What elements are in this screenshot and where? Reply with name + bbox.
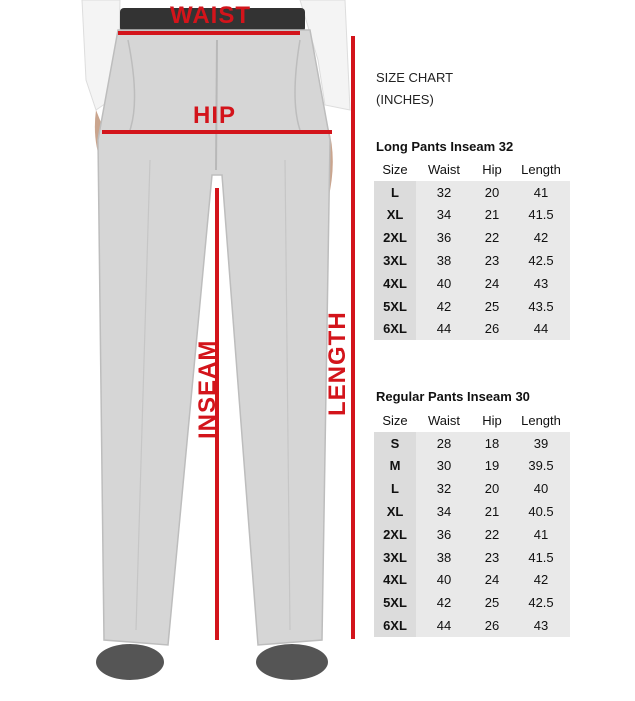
cell-length: 42: [512, 226, 570, 249]
cell-hip: 23: [472, 546, 512, 569]
cell-size: 2XL: [374, 226, 416, 249]
cell-length: 42.5: [512, 249, 570, 272]
cell-waist: 42: [416, 295, 472, 318]
cell-length: 43: [512, 272, 570, 295]
inseam-label: INSEAM: [194, 339, 221, 439]
cell-length: 40.5: [512, 500, 570, 523]
cell-size: S: [374, 432, 416, 455]
cell-waist: 34: [416, 500, 472, 523]
cell-waist: 36: [416, 523, 472, 546]
header-waist: Waist: [416, 158, 472, 181]
cell-waist: 38: [416, 249, 472, 272]
cell-size: 3XL: [374, 546, 416, 569]
cell-hip: 25: [472, 591, 512, 614]
table-row: [374, 500, 570, 523]
header-length: Length: [512, 158, 570, 181]
left-shoe-icon: [96, 644, 164, 680]
table-row: [374, 569, 570, 592]
table-row: [374, 546, 570, 569]
table-row: [374, 249, 570, 272]
table-row: [374, 272, 570, 295]
cell-size: 6XL: [374, 614, 416, 637]
table-header-row: [374, 158, 570, 181]
cell-waist: 38: [416, 546, 472, 569]
table-row: [374, 181, 570, 204]
hip-line: [102, 130, 332, 134]
cell-hip: 18: [472, 432, 512, 455]
length-label: LENGTH: [324, 311, 351, 416]
size-chart-title-line1: SIZE CHART: [376, 70, 454, 85]
table-row: [374, 591, 570, 614]
regular-pants-caption: Regular Pants Inseam 30: [376, 389, 530, 404]
cell-length: 43.5: [512, 295, 570, 318]
cell-waist: 40: [416, 272, 472, 295]
cell-hip: 21: [472, 204, 512, 227]
cell-size: XL: [374, 500, 416, 523]
cell-length: 41: [512, 181, 570, 204]
cell-size: 5XL: [374, 591, 416, 614]
header-hip: Hip: [472, 158, 512, 181]
size-chart-title-line2: (INCHES): [376, 92, 434, 107]
header-hip: Hip: [472, 409, 512, 432]
cell-hip: 20: [472, 181, 512, 204]
cell-size: 2XL: [374, 523, 416, 546]
cell-hip: 22: [472, 523, 512, 546]
cell-waist: 44: [416, 318, 472, 341]
cell-waist: 40: [416, 569, 472, 592]
table-row: [374, 614, 570, 637]
cell-length: 41.5: [512, 546, 570, 569]
cell-waist: 28: [416, 432, 472, 455]
table-row: [374, 477, 570, 500]
cell-hip: 22: [472, 226, 512, 249]
cell-length: 40: [512, 477, 570, 500]
cell-waist: 34: [416, 204, 472, 227]
cell-size: 6XL: [374, 318, 416, 341]
header-waist: Waist: [416, 409, 472, 432]
cell-hip: 20: [472, 477, 512, 500]
cell-waist: 32: [416, 477, 472, 500]
cell-size: L: [374, 181, 416, 204]
cell-length: 39: [512, 432, 570, 455]
cell-length: 41: [512, 523, 570, 546]
cell-size: L: [374, 477, 416, 500]
header-size: Size: [374, 158, 416, 181]
cell-waist: 42: [416, 591, 472, 614]
waist-line: [118, 31, 300, 35]
cell-hip: 26: [472, 614, 512, 637]
table-row: [374, 226, 570, 249]
table-row: [374, 204, 570, 227]
cell-length: 41.5: [512, 204, 570, 227]
right-shoe-icon: [256, 644, 328, 680]
cell-length: 43: [512, 614, 570, 637]
cell-size: M: [374, 455, 416, 478]
cell-waist: 36: [416, 226, 472, 249]
waist-label: WAIST: [170, 2, 251, 29]
long-pants-table: [374, 158, 570, 340]
cell-waist: 30: [416, 455, 472, 478]
cell-hip: 25: [472, 295, 512, 318]
cell-size: XL: [374, 204, 416, 227]
cell-size: 4XL: [374, 272, 416, 295]
header-size: Size: [374, 409, 416, 432]
table-row: [374, 295, 570, 318]
table-row: [374, 523, 570, 546]
cell-length: 42.5: [512, 591, 570, 614]
cell-size: 5XL: [374, 295, 416, 318]
cell-hip: 21: [472, 500, 512, 523]
hip-label: HIP: [193, 102, 237, 129]
table-row: [374, 432, 570, 455]
cell-length: 44: [512, 318, 570, 341]
cell-hip: 19: [472, 455, 512, 478]
cell-size: 3XL: [374, 249, 416, 272]
table-row: [374, 455, 570, 478]
cell-waist: 32: [416, 181, 472, 204]
table-row: [374, 318, 570, 341]
regular-pants-table: [374, 409, 570, 637]
size-chart-title: [376, 67, 453, 111]
cell-waist: 44: [416, 614, 472, 637]
cell-length: 39.5: [512, 455, 570, 478]
long-pants-caption: Long Pants Inseam 32: [376, 139, 514, 154]
cell-hip: 23: [472, 249, 512, 272]
header-length: Length: [512, 409, 570, 432]
cell-hip: 26: [472, 318, 512, 341]
cell-hip: 24: [472, 272, 512, 295]
cell-length: 42: [512, 569, 570, 592]
cell-hip: 24: [472, 569, 512, 592]
table-header-row: [374, 409, 570, 432]
cell-size: 4XL: [374, 569, 416, 592]
